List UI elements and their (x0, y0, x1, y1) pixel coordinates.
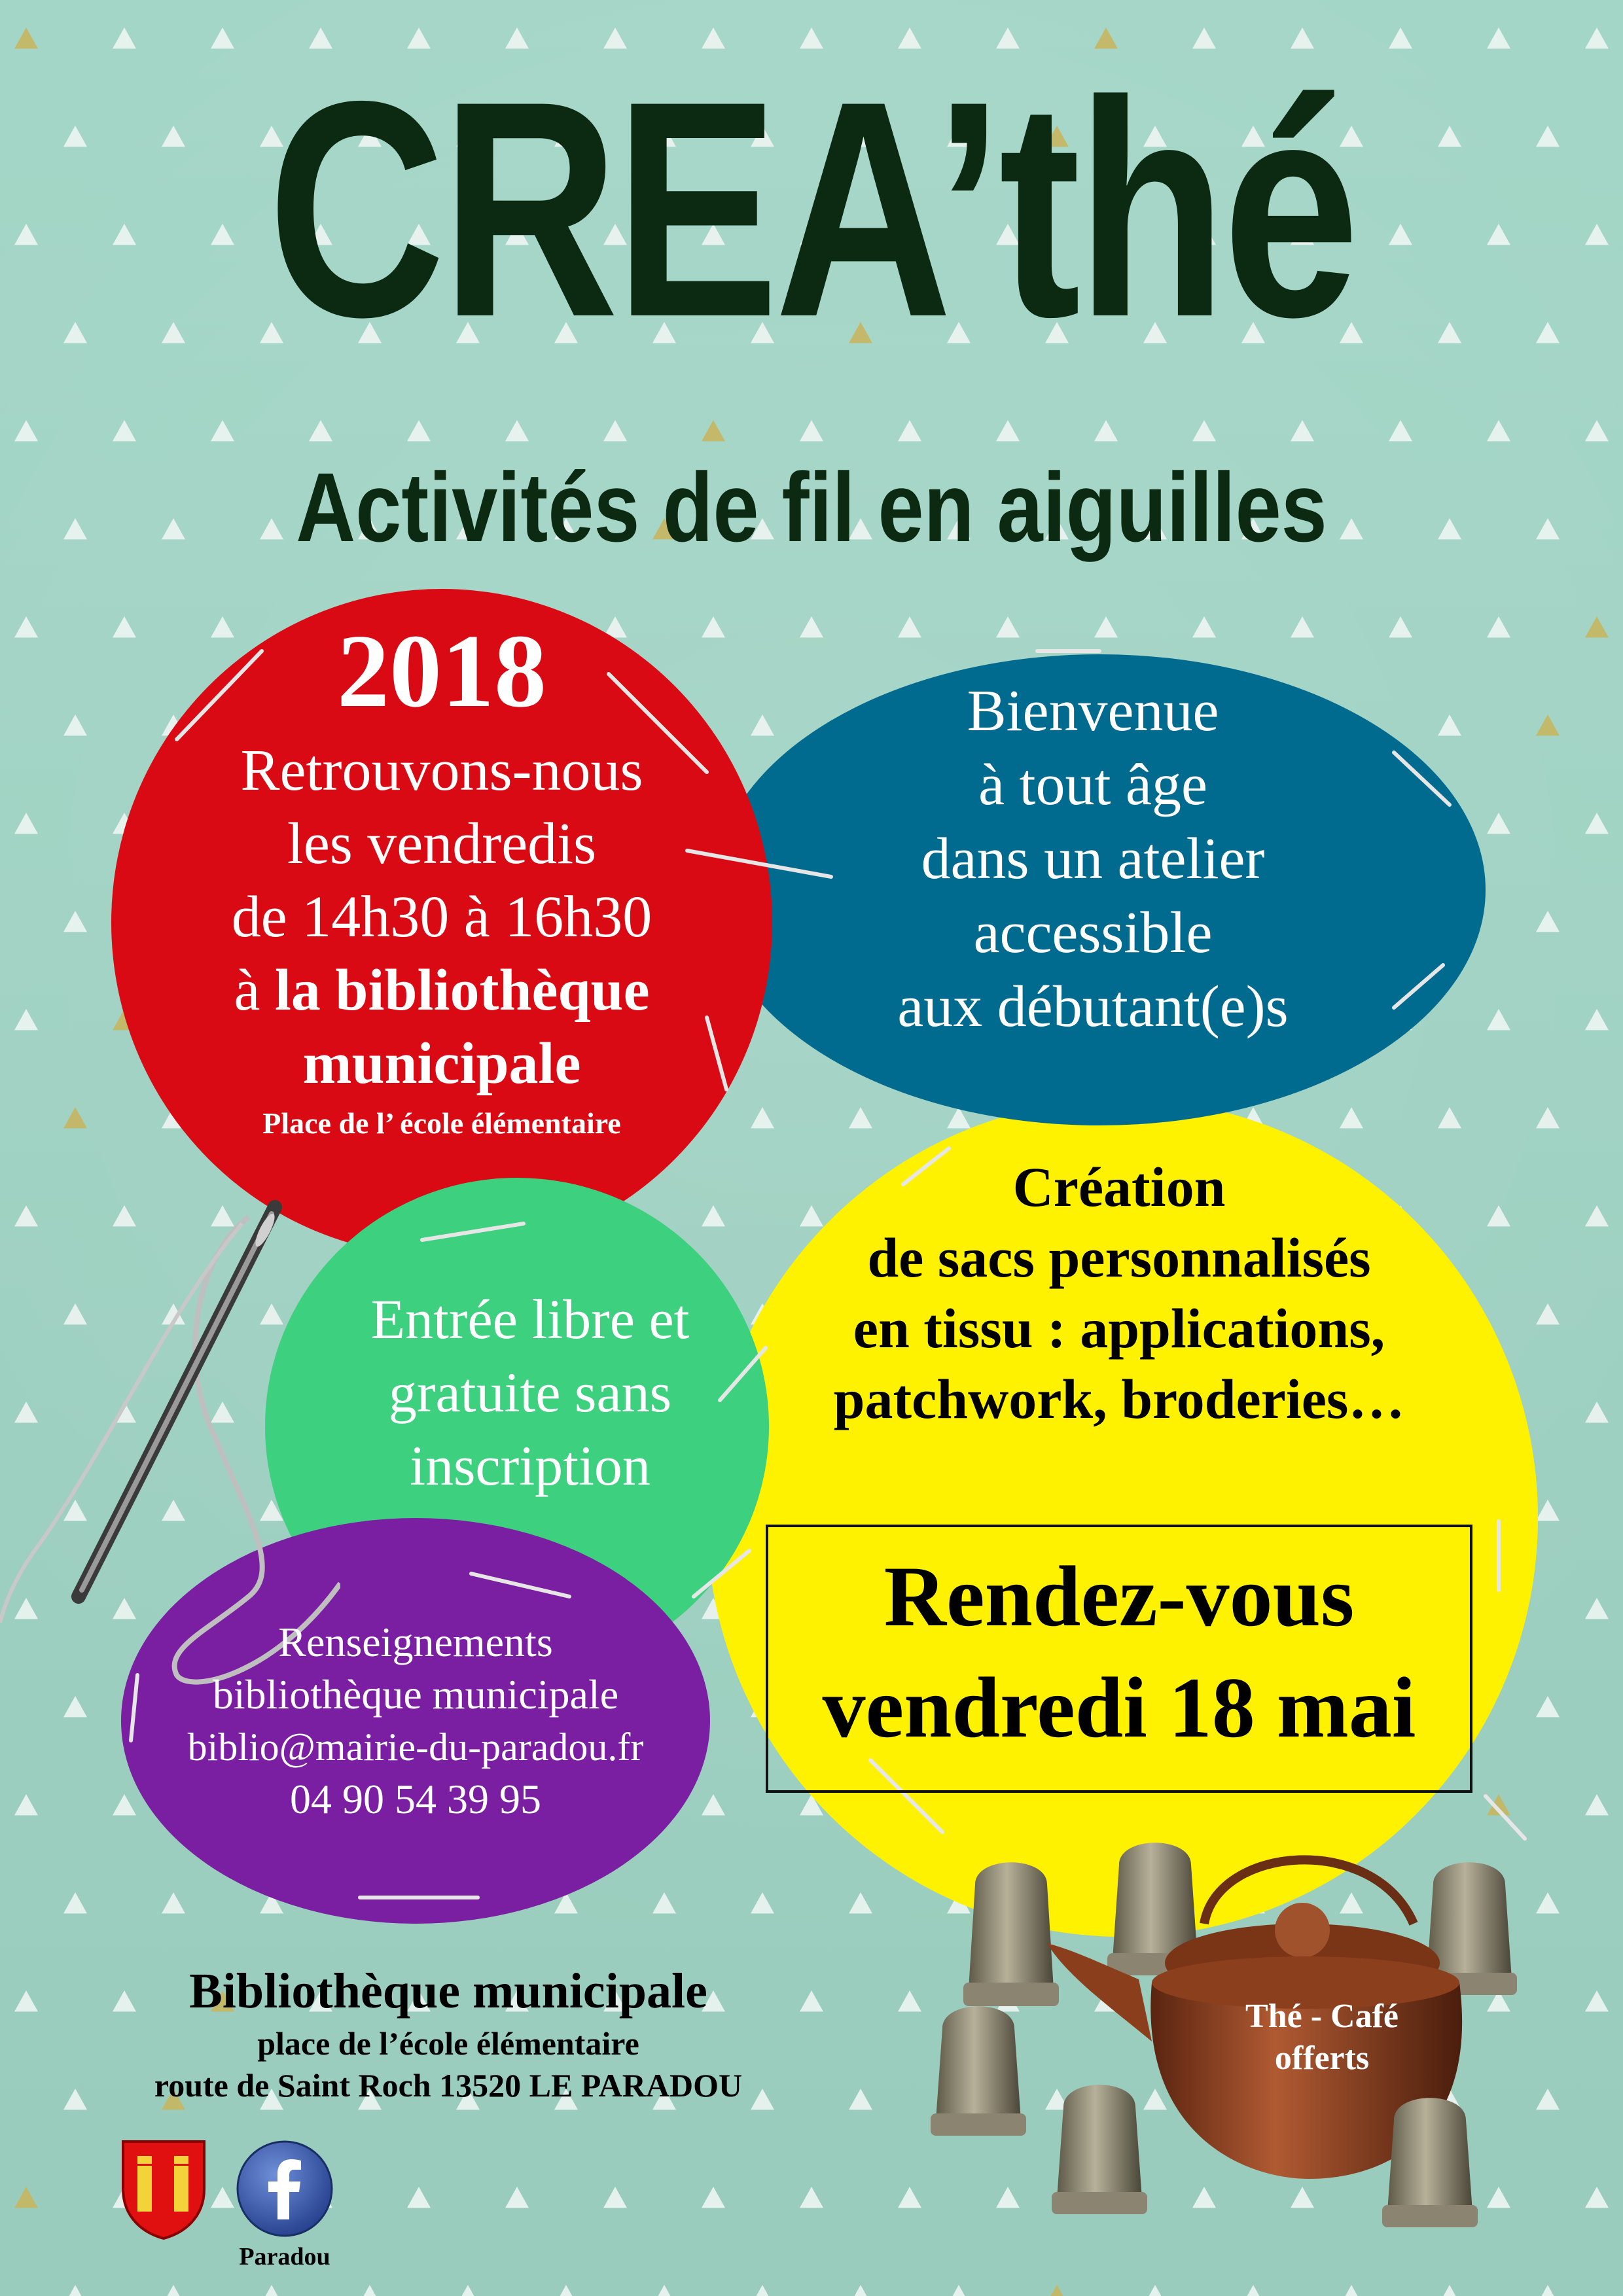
footer-name: Bibliothèque municipale (189, 1964, 707, 2019)
blue-line-1: Bienvenue (967, 679, 1219, 743)
purple-line-2: bibliothèque municipale (212, 1671, 619, 1718)
thimble-icon (963, 1862, 1059, 2006)
red-line-2: les vendredis (287, 811, 597, 876)
thimble-icon (1382, 2098, 1478, 2227)
blue-line-4: accessible (973, 900, 1213, 965)
thimble-icon (931, 2006, 1026, 2136)
facebook-icon (236, 2140, 334, 2238)
poster-subtitle: Activités de fil en aiguilles (296, 452, 1327, 562)
rendezvous-line-1: Rendez-vous (883, 1548, 1355, 1644)
blue-circle-content (812, 674, 1374, 1044)
red-line-5: municipale (302, 1031, 581, 1096)
red-line-4 (137, 954, 746, 1027)
green-line-1: Entrée libre et (370, 1288, 690, 1351)
rendezvous-content (766, 1541, 1472, 1763)
blue-line-2: à tout âge (978, 752, 1207, 817)
teapot-line-2: offerts (1274, 2040, 1370, 2077)
blue-line-3: dans un atelier (921, 826, 1265, 891)
purple-line-1: Renseignements (278, 1619, 553, 1665)
footer-line-2: place de l’école élémentaire (257, 2025, 639, 2062)
contact-email: biblio@mairie-du-paradou.fr (187, 1725, 644, 1769)
red-line-1: Retrouvons-nous (240, 738, 643, 803)
footer-address (79, 1960, 818, 2106)
yellow-line-3: en tissu : applications, (853, 1297, 1385, 1360)
year-label: 2018 (337, 612, 546, 729)
contact-phone: 04 90 54 39 95 (290, 1776, 541, 1822)
facebook-link[interactable] (236, 2140, 334, 2238)
green-line-2: gratuite sans (388, 1361, 672, 1424)
red-line-4-bold: la bibliothèque (274, 958, 650, 1023)
green-line-3: inscription (410, 1434, 651, 1497)
red-line-4-prefix: à (234, 958, 275, 1023)
teapot-label (1171, 1996, 1472, 2079)
red-line-6: Place de l’ école élémentaire (262, 1106, 621, 1140)
thimble-icon (1052, 2085, 1147, 2214)
blue-line-5: aux débutant(e)s (897, 974, 1289, 1039)
rendezvous-line-2: vendredi 18 mai (822, 1659, 1416, 1756)
green-circle-content (308, 1282, 753, 1502)
red-circle-content (137, 609, 746, 1146)
yellow-circle-content (766, 1152, 1472, 1434)
teapot-line-1: Thé - Café (1245, 1998, 1399, 2035)
facebook-label: Paradou (239, 2243, 330, 2270)
footer-line-3: route de Saint Roch 13520 LE PARADOU (154, 2067, 743, 2104)
yellow-line-2: de sacs personnalisés (867, 1226, 1371, 1289)
yellow-line-1: Création (1012, 1156, 1226, 1218)
town-crest-icon (118, 2136, 209, 2241)
red-line-3: de 14h30 à 16h30 (231, 885, 652, 949)
yellow-line-4: patchwork, broderies… (833, 1368, 1405, 1430)
purple-circle-content (141, 1616, 690, 1826)
poster-title: CREA’thé (268, 37, 1355, 381)
